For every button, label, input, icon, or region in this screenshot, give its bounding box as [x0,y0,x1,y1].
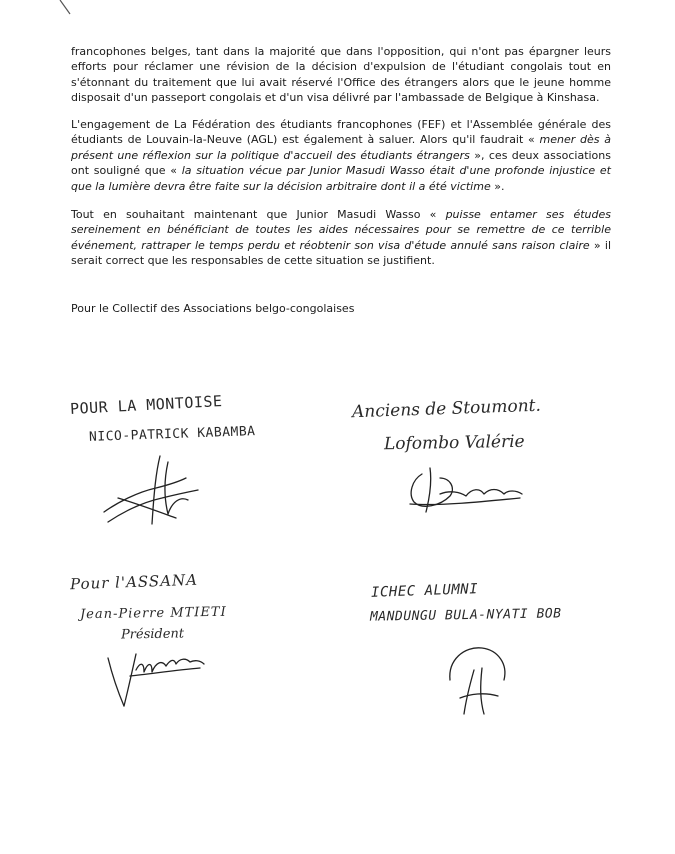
paragraph-3 [71,207,611,269]
closing-line: Pour le Collectif des Associations belgo-congolaises [71,302,355,315]
signatory-1-signature [98,452,208,534]
paragraph-2-run: », ces deux associations ont souligné que « [71,148,611,178]
signatory-3-title: Président [120,626,185,643]
paragraph-2-run: la situation vécue par Junior Masudi Wasso était d'une profonde injustice et que la lumière devra être faite sur la décision arbitraire dont il a été victime [71,164,611,193]
paragraph-2 [71,117,611,194]
signatory-3-org: Pour l'ASSANA [69,570,199,594]
signatory-3-name: Jean-Pierre MTIETI [79,604,227,623]
paragraph-3-run: Tout en souhaitant maintenant que Junior Masudi Wasso « [71,208,446,221]
signatory-4-name: MANDUNGU BULA-NYATI BOB [369,606,562,625]
paragraph-2-run: ». [490,179,505,193]
paragraph-2-run: L'engagement de La Fédération des étudiants francophones (FEF) et l'Assemblée générale des étudiants de Louvain-la-Neuve (AGL) est également à saluer. Alors qu'il faudrait « [71,118,611,147]
signatory-4-signature [440,640,520,720]
signatory-1-name: NICO-PATRICK KABAMBA [88,424,256,445]
paragraph-1 [71,44,611,106]
paragraph-3-run: » il serait correct que les responsables de cette situation se justifient. [71,238,612,268]
paragraph-3-run: puisse entamer ses études sereinement en bénéficiant de toutes les aides nécessaires pour se remettre de ce terrible événement, rattraper le temps perdu et réobtenir son visa d'étude annulé sans raison claire [71,208,611,252]
signatory-1-org: POUR LA MONTOISE [69,392,223,418]
signatory-3-signature [100,640,210,710]
page-corner-mark [56,0,74,16]
signatory-2-signature [400,466,530,516]
signatory-2-name: Lofombo Valérie [383,431,525,455]
signatory-2-org: Anciens de Stoumont. [351,395,542,423]
signatory-4-org: ICHEC ALUMNI [370,581,479,601]
paragraph-1-run: francophones belges, tant dans la majorité que dans l'opposition, qui n'ont pas épargner leurs efforts pour réclamer une révision de la décision d'expulsion de l'étudiant congolais tout en s'étonnant du traitement que lui avait réservé l'Office des étrangers alors que le jeune homme disposait d'un passeport congolais et d'un visa délivré par l'ambassade de Belgique à Kinshasa. [71,45,611,105]
paragraph-2-run: mener dès à présent une réflexion sur la politique d'accueil des étudiants étrangers [71,133,611,162]
